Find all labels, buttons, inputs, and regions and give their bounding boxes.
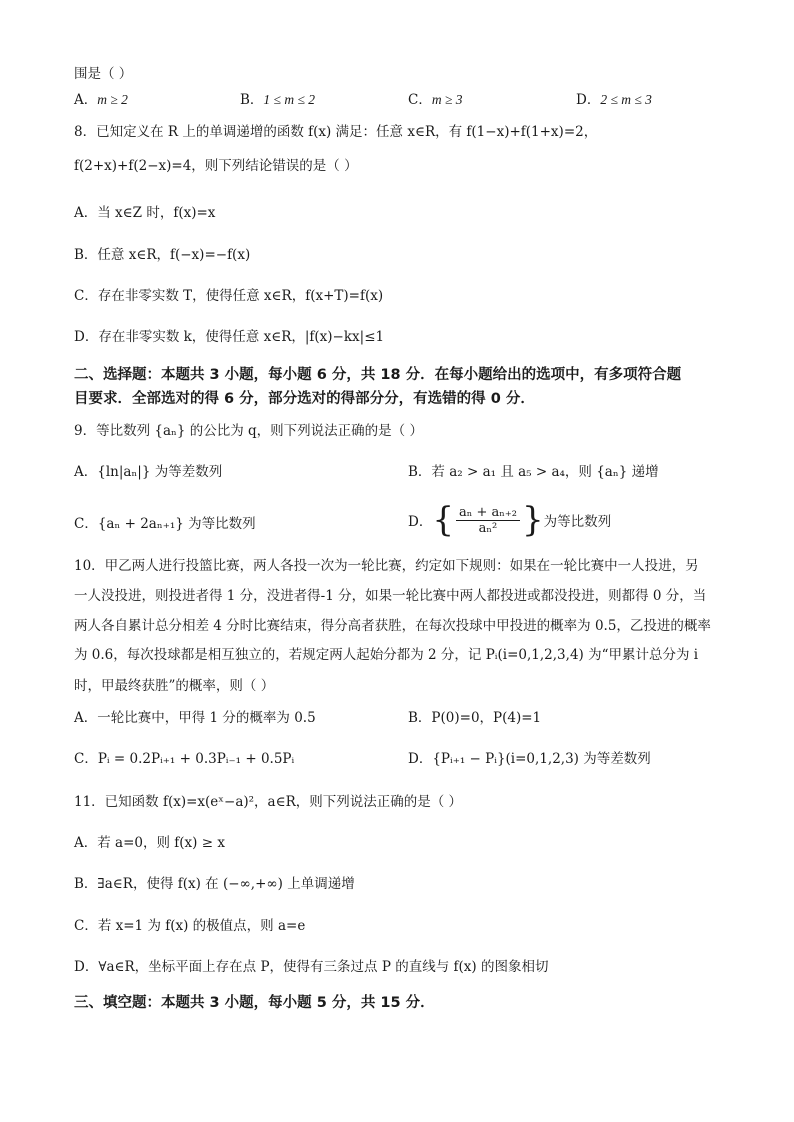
q11-option-a: A．若 a=0，则 f(x) ≥ x bbox=[74, 835, 225, 851]
q10-stem-line1: 10．甲乙两人进行投篮比赛，两人各投一次为一轮比赛，约定如下规则：如果在一轮比赛中一人投进，另 bbox=[74, 558, 699, 574]
q9-option-c: C．{aₙ + 2aₙ₊₁} 为等比数列 bbox=[74, 516, 256, 532]
q10-stem-line4: 为 0.6，每次投球都是相互独立的，若规定两人起始分都为 2 分，记 Pᵢ(i=0,1,2,3,4) 为“甲累计总分为 i bbox=[74, 647, 699, 663]
q8-option-d: D．存在非零实数 k，使得任意 x∈R，|f(x)−kx|≤1 bbox=[74, 329, 385, 345]
q11-option-b: B．∃a∈R，使得 f(x) 在 (−∞,+∞) 上单调递增 bbox=[74, 876, 355, 892]
fraction-denominator: aₙ² bbox=[478, 520, 498, 536]
q7-option-d: D．2 ≤ m ≤ 3 bbox=[576, 92, 652, 108]
q10-option-a: A．一轮比赛中，甲得 1 分的概率为 0.5 bbox=[74, 710, 316, 726]
q7-stem-tail: 围是（ ） bbox=[74, 66, 133, 82]
q11-option-c: C．若 x=1 为 f(x) 的极值点，则 a=e bbox=[74, 918, 306, 934]
q7-option-b: B．1 ≤ m ≤ 2 bbox=[240, 92, 315, 108]
q8-stem-line1: 8．已知定义在 R 上的单调递增的函数 f(x) 满足：任意 x∈R，有 f(1−x)+f(1+x)=2， bbox=[74, 124, 598, 140]
left-brace-icon: { bbox=[432, 500, 454, 540]
q11-option-d: D．∀a∈R，坐标平面上存在点 P，使得有三条过点 P 的直线与 f(x) 的图象相切 bbox=[74, 959, 549, 975]
q7-option-c: C．m ≥ 3 bbox=[408, 92, 463, 108]
q8-option-a: A．当 x∈Z 时，f(x)=x bbox=[74, 205, 216, 221]
fraction bbox=[456, 505, 520, 536]
right-brace-icon: } bbox=[521, 500, 544, 540]
section2-heading-line1: 二、选择题：本题共 3 小题，每小题 6 分，共 18 分．在每小题给出的选项中，有多项符合题 bbox=[74, 367, 682, 383]
q10-stem-line5: 时，甲最终获胜”的概率，则（ ） bbox=[74, 678, 275, 694]
q10-stem-line3: 两人各自累计总分相差 4 分时比赛结束，得分高者获胜，在每次投球中甲投进的概率为 0.5，乙投进的概率 bbox=[74, 618, 711, 634]
q9-option-a: A．{ln|aₙ|} 为等差数列 bbox=[74, 464, 223, 480]
q11-stem: 11．已知函数 f(x)=x(eˣ−a)²，a∈R，则下列说法正确的是（ ） bbox=[74, 794, 463, 810]
q9-option-d: D． { $\frac{\text{aₙ + aₙ₊₂}}{\text{aₙ²}}$ } 为等比数列 bbox=[408, 500, 612, 540]
section3-heading: 三、填空题：本题共 3 小题，每小题 5 分，共 15 分． bbox=[74, 995, 435, 1011]
q8-stem-line2: f(2+x)+f(2−x)=4，则下列结论错误的是（ ） bbox=[74, 158, 358, 174]
q10-option-d: D．{Pᵢ₊₁ − Pᵢ}(i=0,1,2,3) 为等差数列 bbox=[408, 751, 651, 767]
q10-option-c: C．Pᵢ = 0.2Pᵢ₊₁ + 0.3Pᵢ₋₁ + 0.5Pᵢ bbox=[74, 751, 295, 767]
q8-option-b: B．任意 x∈R，f(−x)=−f(x) bbox=[74, 247, 251, 263]
q10-stem-line2: 一人没投进，则投进者得 1 分，没进者得-1 分，如果一轮比赛中两人都投进或都没投进，则都得 0 分，当 bbox=[74, 588, 707, 604]
q9-option-b: B．若 a₂ > a₁ 且 a₅ > a₄，则 {aₙ} 递增 bbox=[408, 464, 659, 480]
q7-option-a: A．m ≥ 2 bbox=[74, 92, 128, 108]
q10-option-b: B．P(0)=0，P(4)=1 bbox=[408, 710, 542, 726]
q8-option-c: C．存在非零实数 T，使得任意 x∈R，f(x+T)=f(x) bbox=[74, 288, 384, 304]
fraction-numerator: aₙ + aₙ₊₂ bbox=[456, 505, 520, 521]
q9-stem: 9．等比数列 {aₙ} 的公比为 q，则下列说法正确的是（ ） bbox=[74, 423, 423, 439]
section2-heading-line2: 目要求．全部选对的得 6 分，部分选对的得部分分，有选错的得 0 分． bbox=[74, 391, 535, 407]
